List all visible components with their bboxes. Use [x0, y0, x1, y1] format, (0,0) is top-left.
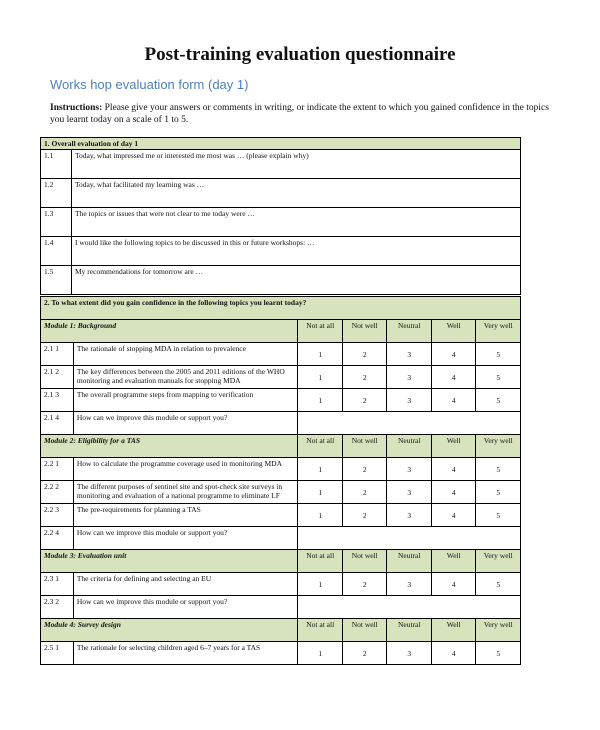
topic-text: The rationale of stopping MDA in relation to prevalence — [73, 343, 298, 366]
table-row — [41, 412, 521, 435]
rating-option[interactable]: 2 — [342, 343, 387, 366]
table-row — [41, 458, 521, 481]
rating-option[interactable]: 2 — [342, 504, 387, 527]
section1-table — [40, 137, 521, 295]
row-number: 2.1 3 — [41, 389, 74, 412]
module-header-row — [41, 320, 521, 343]
rating-option[interactable]: 2 — [342, 389, 387, 412]
row-number: 1.2 — [41, 179, 72, 208]
rating-option[interactable]: 3 — [387, 504, 432, 527]
rating-option[interactable]: 2 — [342, 642, 387, 665]
rating-option[interactable]: 4 — [431, 642, 476, 665]
rating-option[interactable]: 3 — [387, 389, 432, 412]
topic-text: The criteria for defining and selecting an EU — [73, 573, 298, 596]
scale-header: Not well — [342, 320, 387, 343]
rating-option[interactable]: 3 — [387, 366, 432, 389]
scale-header: Not well — [342, 550, 387, 573]
scale-header: Neutral — [387, 550, 432, 573]
rating-option[interactable]: 1 — [298, 504, 343, 527]
topic-text: The pre-requirements for planning a TAS — [73, 504, 298, 527]
form-subtitle: Works hop evaluation form (day 1) — [50, 77, 249, 92]
table-row — [41, 573, 521, 596]
page-title: Post-training evaluation questionnaire — [144, 44, 456, 65]
rating-option[interactable]: 1 — [298, 481, 343, 504]
rating-option[interactable]: 1 — [298, 343, 343, 366]
question-text[interactable]: Today, what facilitated my learning was … — [72, 179, 521, 208]
rating-option[interactable]: 5 — [476, 458, 521, 481]
rating-option[interactable]: 4 — [431, 343, 476, 366]
row-number: 2.1 1 — [41, 343, 74, 366]
rating-option[interactable]: 4 — [431, 458, 476, 481]
rating-option[interactable]: 3 — [387, 573, 432, 596]
rating-option[interactable]: 4 — [431, 573, 476, 596]
scale-header: Well — [431, 435, 476, 458]
rating-option[interactable]: 1 — [298, 458, 343, 481]
rating-option[interactable]: 3 — [387, 642, 432, 665]
scale-header: Well — [431, 619, 476, 642]
topic-text: The key differences between the 2005 and 2011 editions of the WHO monitoring and evaluation manuals for stopping MDA — [73, 366, 298, 389]
topic-text: The rationale for selecting children aged 6–7 years for a TAS — [73, 642, 298, 665]
comment-field[interactable] — [298, 412, 521, 435]
rating-option[interactable]: 5 — [476, 366, 521, 389]
scale-header: Very well — [476, 435, 521, 458]
scale-header: Not at all — [298, 550, 343, 573]
rating-option[interactable]: 5 — [476, 343, 521, 366]
row-number: 1.4 — [41, 237, 72, 266]
rating-option[interactable]: 5 — [476, 573, 521, 596]
row-number: 1.1 — [41, 150, 72, 179]
row-number: 2.1 4 — [41, 412, 74, 435]
table-row — [41, 596, 521, 619]
row-number: 2.2 1 — [41, 458, 74, 481]
topic-text: How can we improve this module or support you? — [73, 596, 298, 619]
row-number: 2.2 2 — [41, 481, 74, 504]
topic-text: How can we improve this module or support you? — [73, 527, 298, 550]
rating-option[interactable]: 1 — [298, 642, 343, 665]
row-number: 1.3 — [41, 208, 72, 237]
rating-option[interactable]: 1 — [298, 573, 343, 596]
rating-option[interactable]: 2 — [342, 458, 387, 481]
row-number: 2.3 1 — [41, 573, 74, 596]
table-row — [41, 266, 521, 295]
rating-option[interactable]: 1 — [298, 389, 343, 412]
section1-heading: 1. Overall evaluation of day 1 — [41, 138, 521, 150]
table-row — [41, 237, 521, 266]
module-header-row — [41, 619, 521, 642]
question-text[interactable]: My recommendations for tomorrow are … — [72, 266, 521, 295]
topic-text: The overall programme steps from mapping to verification — [73, 389, 298, 412]
scale-header: Very well — [476, 619, 521, 642]
comment-field[interactable] — [298, 527, 521, 550]
table-row — [41, 179, 521, 208]
row-number: 2.3 2 — [41, 596, 74, 619]
rating-option[interactable]: 4 — [431, 366, 476, 389]
scale-header: Not well — [342, 619, 387, 642]
table-row — [41, 642, 521, 665]
question-text[interactable]: The topics or issues that were not clear to me today were … — [72, 208, 521, 237]
row-number: 2.2 3 — [41, 504, 74, 527]
rating-option[interactable]: 4 — [431, 481, 476, 504]
scale-header: Not at all — [298, 619, 343, 642]
instructions-text: Please give your answers or comments in writing, or indicate the extent to which you gained confidence in the topics you learnt today on a scale of 1 to 5. — [50, 103, 549, 125]
topic-text: How to calculate the programme coverage used in monitoring MDA — [73, 458, 298, 481]
scale-header: Not well — [342, 435, 387, 458]
rating-option[interactable]: 3 — [387, 481, 432, 504]
scale-header: Well — [431, 550, 476, 573]
scale-header: Neutral — [387, 435, 432, 458]
instructions — [50, 102, 550, 126]
scale-header: Not at all — [298, 435, 343, 458]
topic-text: The different purposes of sentinel site and spot-check site surveys in monitoring and evaluation of a national programme to eliminate LF — [73, 481, 298, 504]
rating-option[interactable]: 5 — [476, 642, 521, 665]
rating-option[interactable]: 3 — [387, 343, 432, 366]
table-row — [41, 150, 521, 179]
question-text[interactable]: I would like the following topics to be discussed in this or future workshops: … — [72, 237, 521, 266]
scale-header: Well — [431, 320, 476, 343]
table-row — [41, 527, 521, 550]
scale-header: Very well — [476, 550, 521, 573]
scale-header: Neutral — [387, 320, 432, 343]
module-header-row — [41, 550, 521, 573]
rating-option[interactable]: 2 — [342, 481, 387, 504]
instructions-label: Instructions: — [50, 103, 103, 113]
row-number: 2.1 2 — [41, 366, 74, 389]
rating-option[interactable]: 5 — [476, 481, 521, 504]
module-title: Module 2: Eligibility for a TAS — [41, 435, 298, 458]
table-row — [41, 343, 521, 366]
table-row — [41, 481, 521, 504]
rating-option[interactable]: 2 — [342, 573, 387, 596]
rating-option[interactable]: 4 — [431, 389, 476, 412]
table-row — [41, 504, 521, 527]
module-header-row — [41, 435, 521, 458]
rating-option[interactable]: 2 — [342, 366, 387, 389]
scale-header: Not at all — [298, 320, 343, 343]
table-row — [41, 366, 521, 389]
question-text[interactable]: Today, what impressed me or interested me most was … (please explain why) — [72, 150, 521, 179]
section2-heading: 2. To what extent did you gain confidence in the following topics you learnt today? — [41, 297, 521, 320]
module-title: Module 1: Background — [41, 320, 298, 343]
rating-option[interactable]: 3 — [387, 458, 432, 481]
row-number: 1.5 — [41, 266, 72, 295]
rating-option[interactable]: 1 — [298, 366, 343, 389]
comment-field[interactable] — [298, 596, 521, 619]
scale-header: Very well — [476, 320, 521, 343]
scale-header: Neutral — [387, 619, 432, 642]
section2-table — [40, 296, 521, 665]
rating-option[interactable]: 4 — [431, 504, 476, 527]
module-title: Module 4: Survey design — [41, 619, 298, 642]
row-number: 2.2 4 — [41, 527, 74, 550]
row-number: 2.5 1 — [41, 642, 74, 665]
topic-text: How can we improve this module or support you? — [73, 412, 298, 435]
module-title: Module 3: Evaluation unit — [41, 550, 298, 573]
rating-option[interactable]: 5 — [476, 389, 521, 412]
rating-option[interactable]: 5 — [476, 504, 521, 527]
table-row — [41, 208, 521, 237]
table-row — [41, 389, 521, 412]
